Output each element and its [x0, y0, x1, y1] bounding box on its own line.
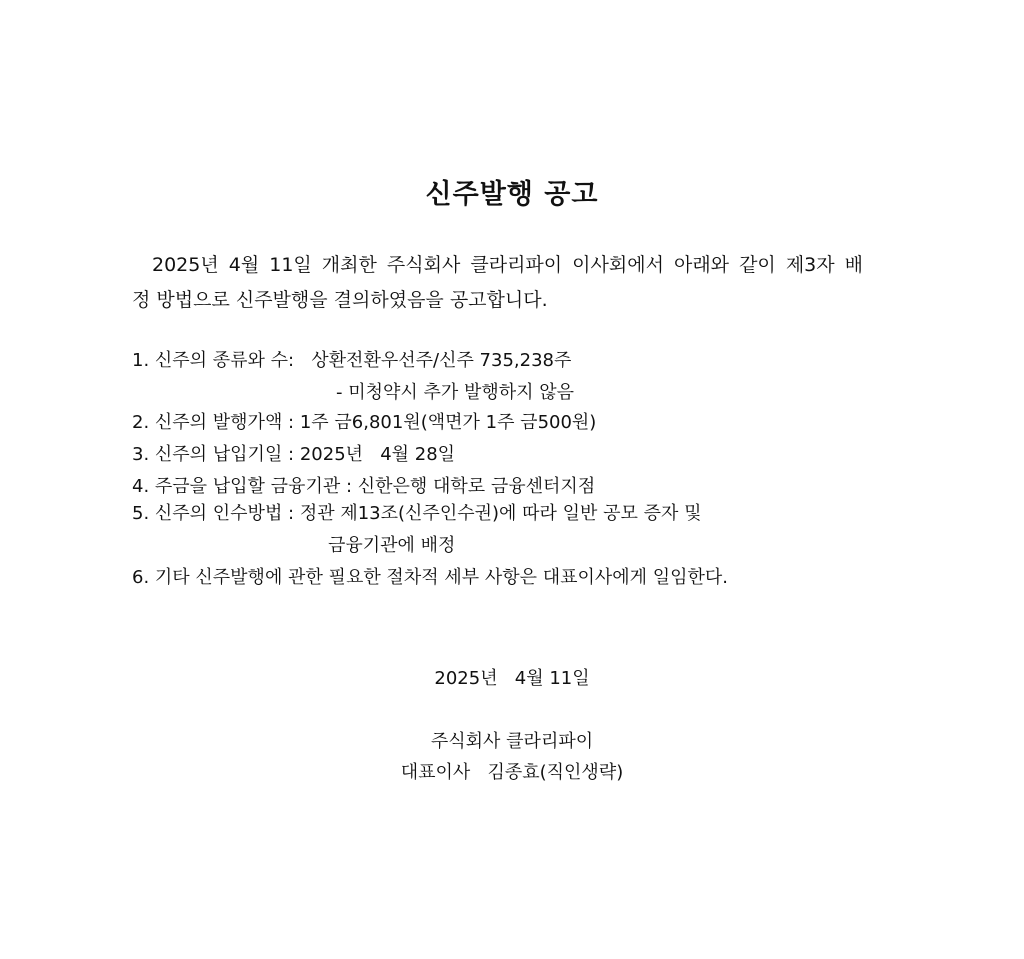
intro-paragraph-line-1: 2025년 4월 11일 개최한 주식회사 클라리파이 이사회에서 아래와 같이 제3자 배 — [152, 254, 864, 276]
item-share-type-count: 1. 신주의 종류와 수: 상환전환우선주/신주 735,238주 — [132, 350, 572, 371]
document-title: 신주발행 공고 — [425, 179, 599, 210]
notice-date: 2025년 4월 11일 — [434, 668, 590, 689]
item-other-matters: 6. 기타 신주발행에 관한 필요한 절차적 세부 사항은 대표이사에게 일임한다. — [132, 567, 729, 588]
item-payment-date: 3. 신주의 납입기일 : 2025년 4월 28일 — [132, 444, 456, 465]
item-issue-price: 2. 신주의 발행가액 : 1주 금6,801원(액면가 1주 금500원) — [132, 412, 597, 433]
company-name: 주식회사 클라리파이 — [430, 731, 594, 752]
item-subscription-method: 5. 신주의 인수방법 : 정관 제13조(신주인수권)에 따라 일반 공모 증자 및 — [132, 503, 702, 524]
item-share-type-count-note: - 미청약시 추가 발행하지 않음 — [336, 382, 575, 403]
item-payment-bank: 4. 주금을 납입할 금융기관 : 신한은행 대학로 금융센터지점 — [132, 476, 596, 497]
representative-name: 대표이사 김종효(직인생략) — [400, 762, 624, 783]
intro-paragraph-line-2: 정 방법으로 신주발행을 결의하였음을 공고합니다. — [132, 289, 548, 311]
item-subscription-method-cont: 금융기관에 배정 — [328, 535, 456, 556]
